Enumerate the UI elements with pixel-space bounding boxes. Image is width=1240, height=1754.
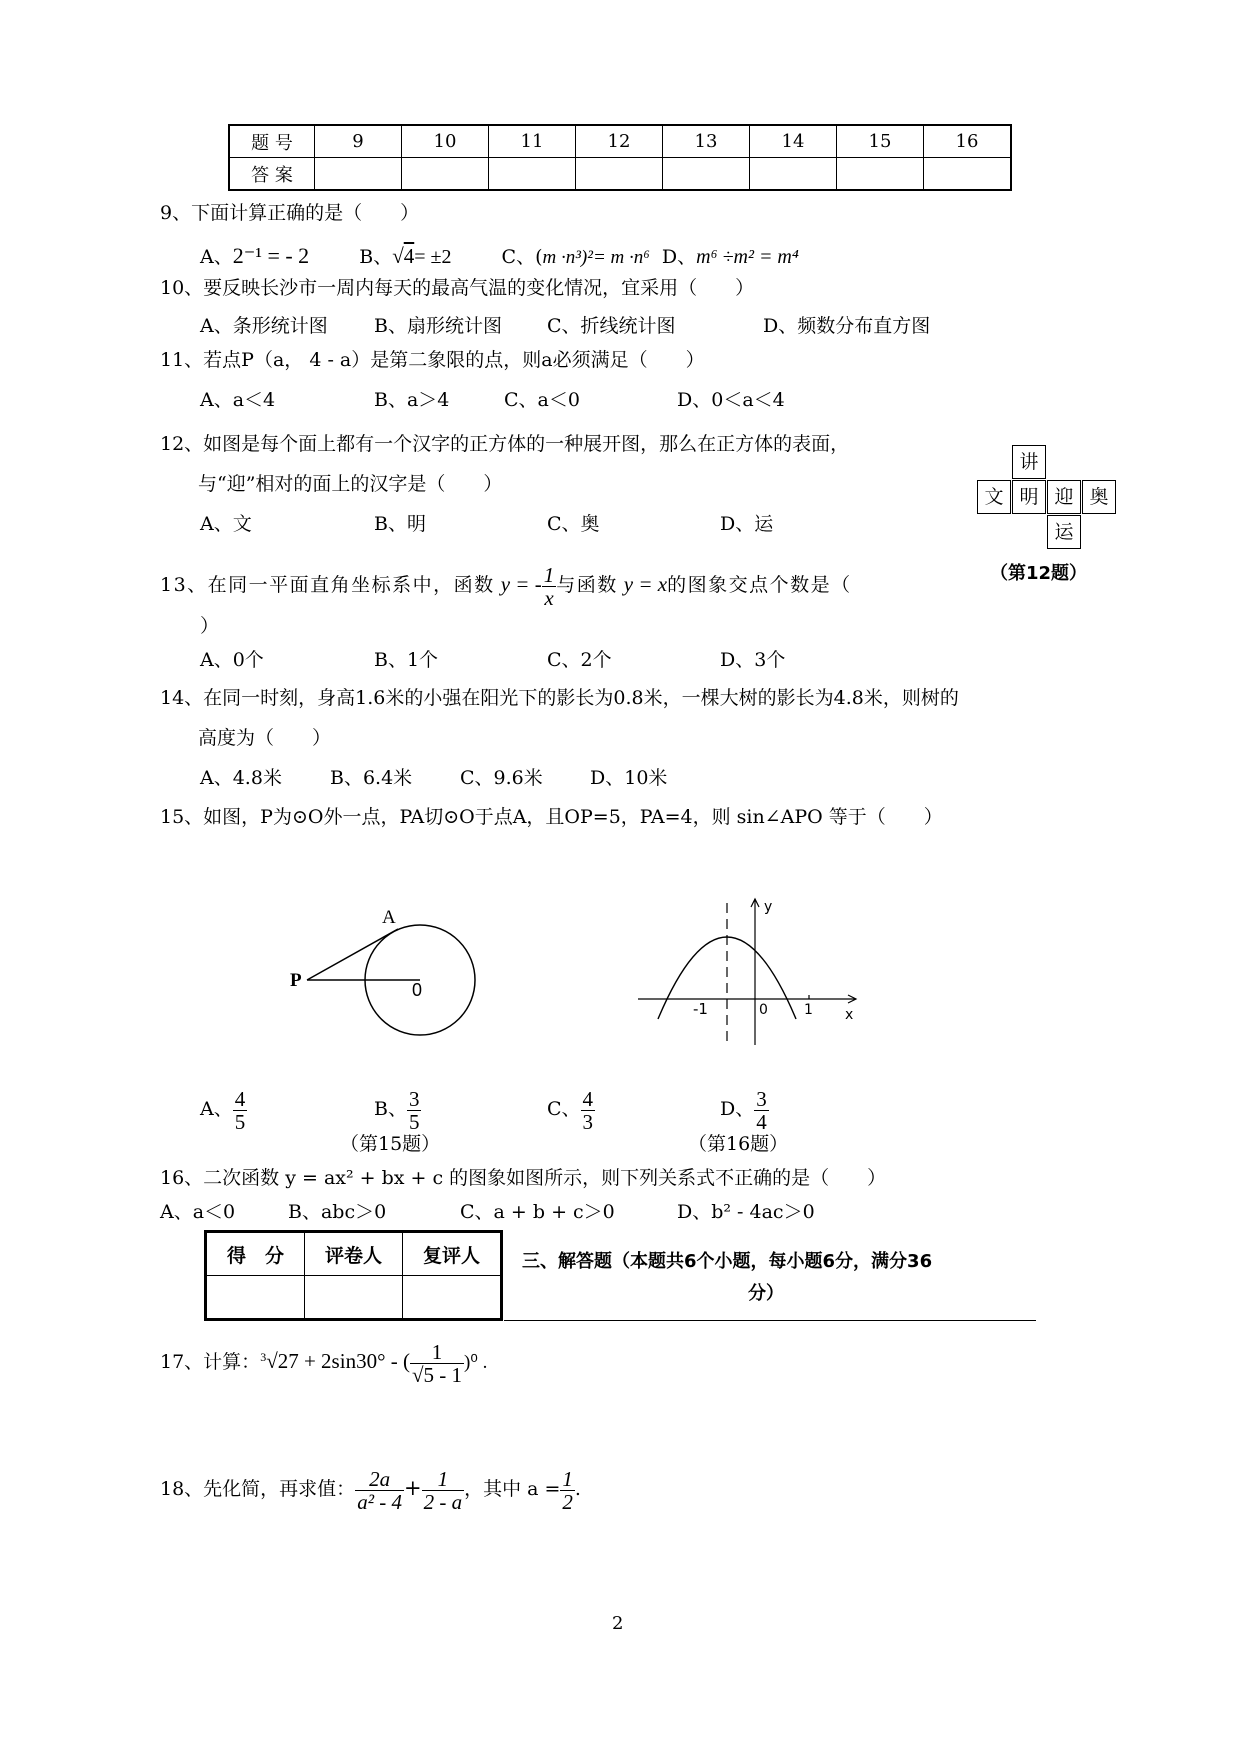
reviewer-cell[interactable]: [403, 1276, 502, 1320]
answer-table-number: 10: [402, 125, 489, 158]
q13-close: ）: [200, 615, 220, 637]
cube-root-icon: $^3$√: [260, 1349, 278, 1373]
reviewer-header: 复评人: [403, 1232, 502, 1276]
q15-option-d: [720, 1085, 769, 1133]
q15-option-a-label: A、: [200, 1098, 233, 1120]
q17-expr: 27 + 2sin30° - (: [277, 1349, 410, 1373]
plus-sign: +: [403, 1476, 422, 1500]
q12-stem-line2: 与“迎”相对的面上的汉字是（ ）: [198, 473, 503, 495]
frac-den: √5 - 1: [411, 1362, 462, 1387]
q12-option-c: C、奥: [547, 513, 600, 535]
q11-option-b: B、a＞4: [374, 389, 450, 411]
q13-stem-mid: 与函数: [556, 574, 618, 596]
q16-parabola-figure: [636, 895, 866, 1055]
q12-stem-line1: 12、如图是每个面上都有一个汉字的正方体的一种展开图，那么在正方体的表面，: [160, 433, 850, 455]
cube-face: 迎: [1047, 480, 1081, 514]
q13-stem-pre: 13、在同一平面直角坐标系中，函数: [160, 574, 495, 596]
answer-table-number: 16: [924, 125, 1012, 158]
x-axis-label: x: [845, 1007, 854, 1023]
cube-face: 文: [977, 480, 1011, 514]
frac-den: 5: [234, 1109, 246, 1134]
q13-option-a: A、0个: [200, 649, 264, 671]
page-number: 2: [612, 1613, 624, 1634]
score-cell[interactable]: [206, 1276, 305, 1320]
q15-option-a: [200, 1085, 247, 1133]
answer-cell[interactable]: [750, 158, 837, 191]
q15-caption: （第15题）: [340, 1133, 441, 1155]
frac-den: 2 - a: [423, 1489, 463, 1514]
frac-den: 2: [562, 1489, 573, 1514]
answer-cell[interactable]: [924, 158, 1012, 191]
section3-title-line2: 分）: [748, 1283, 784, 1304]
q14-option-b: B、6.4米: [330, 767, 413, 789]
point-o-label: 0: [412, 980, 423, 1000]
q15-option-a-frac: [233, 1088, 248, 1133]
q11-option-a: A、a＜4: [200, 389, 276, 411]
q9-options: [200, 244, 799, 270]
frac-num: 1: [410, 1341, 464, 1364]
answer-cell[interactable]: [402, 158, 489, 191]
answer-table-number: 14: [750, 125, 837, 158]
frac-num: 3: [756, 1086, 767, 1111]
frac-num: 1: [422, 1468, 465, 1491]
q16-stem: 16、二次函数 y = ax² + bx + c 的图象如图所示，则下列关系式不正确的是（ ）: [160, 1167, 887, 1189]
q13-frac-den: x: [544, 585, 554, 610]
q15-option-b-label: B、: [374, 1098, 407, 1120]
q16-option-d: D、b² - 4ac＞0: [677, 1201, 815, 1223]
tick-label-zero: 0: [759, 1002, 768, 1018]
grader-header: 评卷人: [305, 1232, 403, 1276]
y-axis-label: y: [764, 899, 773, 915]
answer-table-number: 13: [663, 125, 750, 158]
frac-den-value: 5 - 1: [423, 1362, 462, 1387]
frac-num: 4: [234, 1086, 246, 1111]
q13-stem-post: 的图象交点个数是（: [667, 574, 852, 596]
q11-stem: 11、若点P（a， 4 - a）是第二象限的点，则a必须满足（ ）: [160, 349, 705, 371]
score-header: 得 分: [206, 1232, 305, 1276]
q15-option-d-frac: [754, 1088, 769, 1133]
answer-table-answer-label: 答 案: [229, 158, 315, 191]
q9-option-c: C、(: [501, 246, 543, 268]
answer-cell[interactable]: [489, 158, 576, 191]
q16-option-a: A、a＜0: [160, 1201, 236, 1223]
q15-option-b: [374, 1085, 421, 1133]
q9-stem: 9、下面计算正确的是（ ）: [160, 202, 420, 224]
q9-option-d-expr: m⁶ ÷m² = m⁴: [696, 246, 799, 268]
answer-table-number: 9: [315, 125, 402, 158]
cube-face: 奥: [1082, 480, 1116, 514]
q10-option-c: C、折线统计图: [547, 315, 676, 337]
frac-den: 4: [756, 1109, 767, 1134]
q9-option-a: A、: [200, 246, 233, 268]
q9-option-b: B、: [359, 246, 393, 268]
frac-num: 4: [582, 1086, 594, 1111]
cube-face-top: 讲: [1012, 445, 1046, 479]
q12-option-b: B、明: [374, 513, 426, 535]
q13-option-d: D、3个: [720, 649, 786, 671]
sqrt-icon: √4: [392, 244, 415, 268]
tangent-pa: [307, 929, 398, 980]
q11-option-c: C、a＜0: [504, 389, 580, 411]
answer-table-number: 11: [489, 125, 576, 158]
frac-num: 2a: [355, 1468, 404, 1491]
q12-caption: （第12题）: [990, 563, 1088, 584]
q18-tail: ，其中 a =: [464, 1478, 561, 1500]
q17-label: 17、计算：: [160, 1351, 261, 1373]
q13-y-eq: y = -: [500, 572, 542, 596]
q10-option-d: D、频数分布直方图: [763, 315, 931, 337]
tick-label-one: 1: [804, 1002, 813, 1018]
q15-option-c-label: C、: [547, 1098, 581, 1120]
q12-option-a: A、文: [200, 513, 252, 535]
cube-face-bottom: 运: [1047, 515, 1081, 549]
q13-y-eq2: y = x: [623, 572, 668, 596]
q17-tail: )⁰ .: [463, 1352, 488, 1373]
q10-stem: 10、要反映长沙市一周内每天的最高气温的变化情况，宜采用（ ）: [160, 277, 755, 299]
q18: [160, 1460, 581, 1517]
q14-option-a: A、4.8米: [200, 767, 282, 789]
section-divider: [504, 1320, 1036, 1321]
q10-option-b: B、扇形统计图: [374, 315, 502, 337]
q14-option-d: D、10米: [590, 767, 668, 789]
q15-option-d-label: D、: [720, 1098, 755, 1120]
answer-table: [228, 124, 1012, 191]
answer-cell[interactable]: [663, 158, 750, 191]
answer-table-number: 12: [576, 125, 663, 158]
q16-caption: （第16题）: [688, 1133, 789, 1155]
section3-title-line1: 三、解答题（本题共6个小题，每小题6分，满分36: [522, 1251, 933, 1272]
frac-num: 3: [408, 1086, 420, 1111]
frac-den: a² - 4: [357, 1489, 402, 1514]
answer-table-number-label: 题 号: [229, 125, 315, 158]
grader-cell[interactable]: [305, 1276, 403, 1320]
tick-label-neg1: -1: [693, 1000, 708, 1018]
q18-fraction-1: [355, 1468, 404, 1513]
q9-option-b-expr: = ±2: [414, 246, 452, 268]
q9-option-d: D、: [661, 246, 697, 268]
q13-fraction: [542, 564, 557, 609]
q10-option-a: A、条形统计图: [200, 315, 328, 337]
q11-option-d: D、0＜a＜4: [677, 389, 785, 411]
q15-circle-figure: [280, 900, 500, 1050]
q9-option-a-expr: 2⁻¹ = - 2: [232, 243, 310, 268]
q15-option-b-frac: [407, 1088, 422, 1133]
q17: [160, 1334, 487, 1390]
q18-fraction-2: [422, 1468, 465, 1513]
answer-table-number: 15: [837, 125, 924, 158]
frac-num: 1: [562, 1466, 573, 1491]
answer-cell[interactable]: [837, 158, 924, 191]
cube-face: 明: [1012, 480, 1046, 514]
q14-stem-line1: 14、在同一时刻，身高1.6米的小强在阳光下的影长为0.8米，一棵大树的影长为4.8米，则树的: [160, 687, 959, 709]
answer-cell[interactable]: [315, 158, 402, 191]
score-table: [204, 1230, 503, 1321]
q9-option-c-expr: m ·n³)²= m ·n⁶: [542, 247, 650, 268]
answer-cell[interactable]: [576, 158, 663, 191]
q13-frac-num: 1: [543, 562, 555, 587]
q18-fraction-3: [560, 1468, 575, 1513]
q12-option-d: D、运: [720, 513, 774, 535]
q13-option-b: B、1个: [374, 649, 439, 671]
q15-option-c-frac: [581, 1088, 596, 1133]
q15-option-c: [547, 1085, 595, 1133]
frac-den: 5: [408, 1109, 420, 1134]
q18-label: 18、先化简，再求值：: [160, 1478, 356, 1500]
point-a-label: A: [382, 907, 396, 928]
q16-option-c: C、a + b + c＞0: [460, 1201, 615, 1223]
q14-stem-line2: 高度为（ ）: [198, 727, 332, 749]
q13-option-c: C、2个: [547, 649, 612, 671]
point-p-label: P: [290, 970, 302, 991]
frac-den: 3: [582, 1109, 594, 1134]
q16-option-b: B、abc＞0: [288, 1201, 387, 1223]
q18-end: .: [574, 1478, 581, 1500]
q17-fraction: [410, 1341, 464, 1386]
q14-option-c: C、9.6米: [460, 767, 543, 789]
q15-stem: 15、如图，P为⊙O外一点，PA切⊙O于点A，且OP=5，PA=4，则 sin∠APO 等于（ ）: [160, 806, 943, 828]
q13-stem: [160, 560, 852, 608]
